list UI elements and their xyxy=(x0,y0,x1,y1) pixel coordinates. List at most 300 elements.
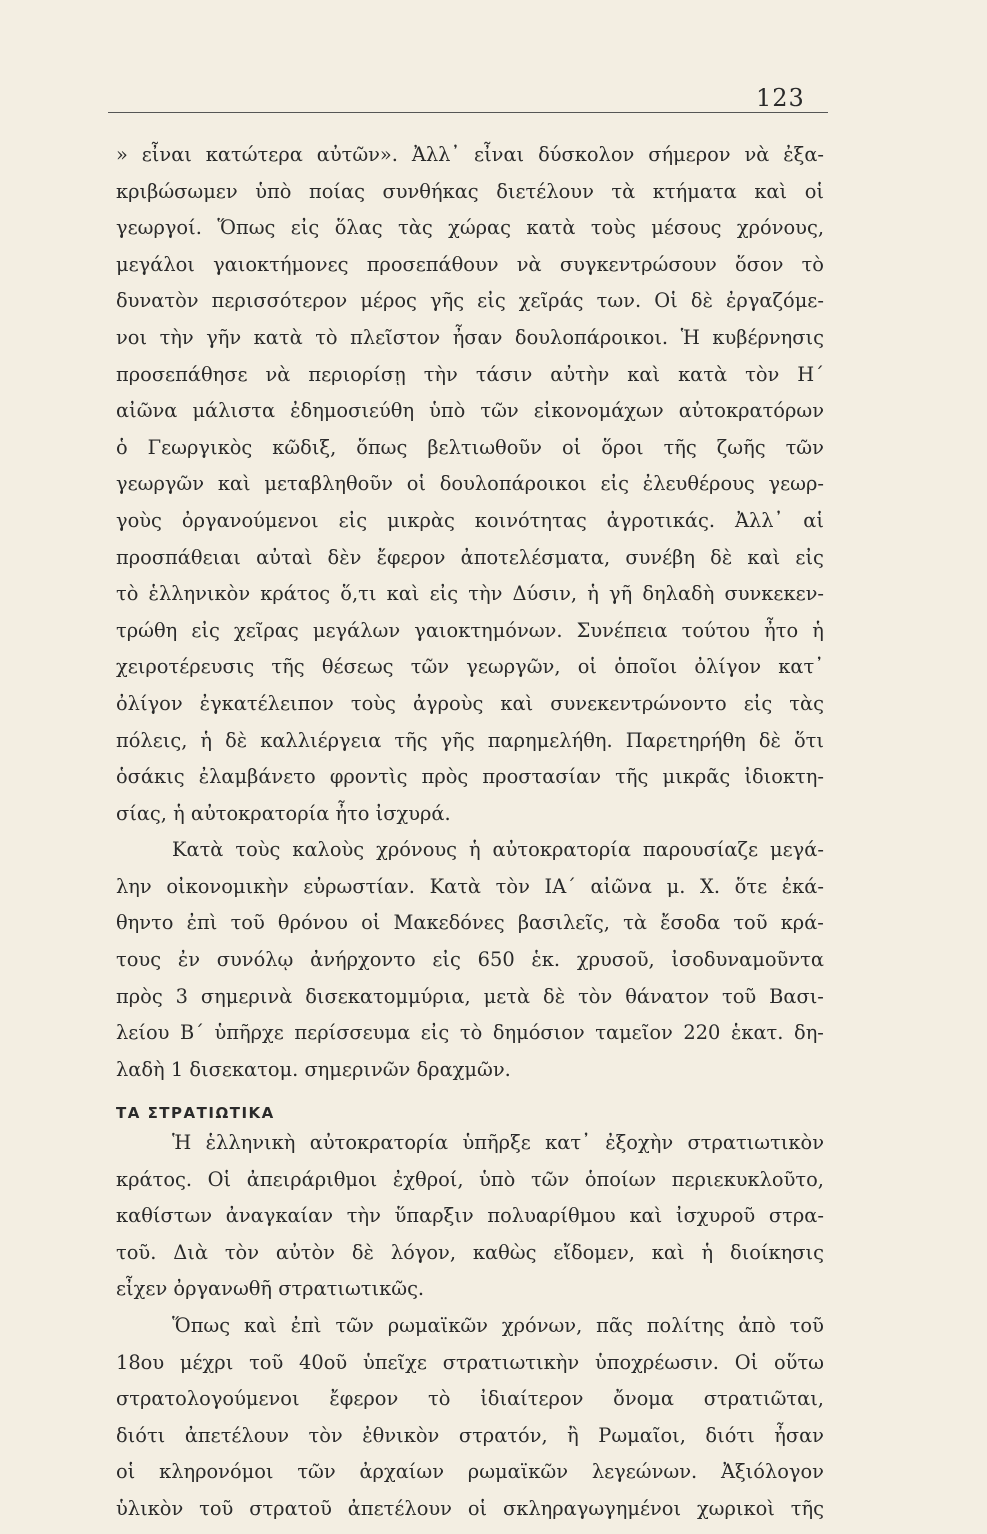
word: Ὅπως xyxy=(172,1314,231,1337)
word: τῶν xyxy=(480,399,519,423)
word: τοῦ xyxy=(733,911,768,935)
word: καὶ xyxy=(244,1314,277,1337)
word: προστασίαν xyxy=(482,765,602,789)
word: στρατόν, xyxy=(458,1423,548,1447)
text-line xyxy=(116,655,824,692)
word: ζωῆς xyxy=(716,435,766,459)
word: ΙΑ´ xyxy=(544,874,576,898)
word: τούτου xyxy=(681,618,750,642)
word: τὰς xyxy=(789,691,824,715)
text-line xyxy=(116,509,824,546)
word: τὸν xyxy=(745,362,780,386)
word: Διὰ xyxy=(173,1240,208,1264)
word: δὲ xyxy=(543,984,566,1008)
word: Συνέπεια xyxy=(576,618,668,642)
word: γεωρ- xyxy=(768,472,824,496)
word: τῶν xyxy=(335,1314,374,1337)
word: τὸ xyxy=(459,1021,483,1045)
word: μικρὰς xyxy=(387,508,455,532)
word: πολίτης xyxy=(646,1314,725,1337)
word: καὶ xyxy=(386,582,420,606)
word: 18ου xyxy=(116,1350,165,1374)
word: οἱ xyxy=(577,655,597,679)
word: Η´ xyxy=(797,362,824,386)
word: τὸν xyxy=(495,874,530,898)
word: τῆς xyxy=(790,1496,824,1520)
word: γεωργῶν, xyxy=(466,655,561,679)
word: αὐτοκρατορία xyxy=(492,838,631,862)
word: Ἡ xyxy=(680,325,700,349)
word: σκληραγωγημένοι xyxy=(502,1496,682,1520)
text-line xyxy=(116,289,824,326)
word: τοῦ xyxy=(199,1496,234,1520)
word: ταμεῖον xyxy=(595,1021,673,1045)
page-number: 123 xyxy=(756,84,805,112)
word: γῆν xyxy=(206,325,242,349)
word: ὅπως xyxy=(356,435,408,459)
text-line xyxy=(116,1314,824,1351)
word: διετέλουν xyxy=(496,179,594,203)
word: δημόσιον xyxy=(492,1021,585,1045)
word: κρά- xyxy=(780,911,824,935)
word: γεωργοί. xyxy=(116,216,202,240)
word: ὑπῆρχε xyxy=(214,1021,284,1045)
word: ὅροι xyxy=(601,435,644,459)
word: εἰς xyxy=(191,618,220,642)
word: καὶ xyxy=(754,179,788,203)
paragraph-1 xyxy=(116,143,824,838)
word: μάλιστα xyxy=(192,399,276,423)
word: θρόνου xyxy=(277,911,348,935)
word: διοίκησις xyxy=(730,1240,824,1264)
word: πλεῖστον xyxy=(350,325,441,349)
word: ἡ xyxy=(200,728,213,752)
text-line xyxy=(116,1497,824,1534)
word: καὶ xyxy=(747,545,781,569)
text-line xyxy=(116,582,824,619)
word: προσπάθειαι xyxy=(116,545,241,569)
word: κατὰ xyxy=(526,216,576,240)
word: μέχρι xyxy=(179,1350,234,1374)
text-line xyxy=(116,1351,824,1388)
text-line xyxy=(116,619,824,656)
word: ἀνήρχοντο xyxy=(310,948,416,972)
word: κατὰ xyxy=(678,362,728,386)
word: τὸ xyxy=(116,582,139,606)
word: συγκεντρώσουν xyxy=(559,252,717,276)
word: ὀργανούμενοι xyxy=(181,508,319,532)
word: τὸν xyxy=(308,1423,343,1447)
word: τὴν xyxy=(346,1204,381,1228)
word: μετὰ xyxy=(483,984,531,1008)
word: δύσκολον xyxy=(538,143,635,166)
word: γαιοκτήμονες xyxy=(213,252,349,276)
word: Δύσιν, xyxy=(512,582,578,606)
word: στρατιωτικὸν xyxy=(687,1131,824,1155)
word: φροντὶς xyxy=(329,765,408,789)
word: εὐρωστίαν. xyxy=(303,874,415,898)
word: καὶ xyxy=(500,691,534,715)
word: ἐκά- xyxy=(781,874,824,898)
word: συνεκεντρώνοντο xyxy=(550,691,727,715)
word: εἰς xyxy=(600,472,630,496)
text-line xyxy=(116,216,824,253)
word: ὑπὸ xyxy=(429,399,466,423)
word: τὸν xyxy=(224,1240,260,1264)
text-line xyxy=(116,472,824,509)
word: κράτος xyxy=(260,582,331,606)
word: ἐξα- xyxy=(783,143,824,166)
word: Βασι- xyxy=(769,984,824,1008)
word: περιεκυκλοῦτο, xyxy=(671,1167,824,1191)
word: χρόνους, xyxy=(736,216,824,240)
word: στρατιῶται, xyxy=(703,1387,824,1411)
word: τοῦ xyxy=(230,911,265,935)
word: στρατιωτικὴν xyxy=(442,1350,580,1374)
word: ἀπειράριθμοι xyxy=(246,1167,378,1191)
word: συνέβη xyxy=(625,545,696,569)
word: οἱ xyxy=(467,1496,488,1520)
word: ἐδημοσιεύθη xyxy=(290,399,415,423)
word: χρυσοῦ, xyxy=(576,948,655,972)
word: τῶν xyxy=(785,435,824,459)
word: τάσιν xyxy=(475,362,533,386)
word: νὰ xyxy=(744,143,770,166)
word: ἀρχαίων xyxy=(359,1460,444,1484)
word: ὁσάκις xyxy=(116,765,185,789)
text-line xyxy=(116,1241,824,1278)
word: περιορίσῃ xyxy=(308,362,406,386)
word: λεγεώνων. xyxy=(591,1460,698,1484)
word: καὶ xyxy=(627,362,661,386)
word: Οἱ xyxy=(207,1167,232,1191)
word: ἑλληνικὸν xyxy=(148,582,251,606)
word: εἰς xyxy=(290,216,320,240)
word: μ. xyxy=(666,874,686,898)
word: καὶ xyxy=(651,1240,685,1264)
word: συνθήκας xyxy=(382,179,479,203)
word: των. xyxy=(596,289,642,313)
word: παρημελήθη. xyxy=(487,728,613,752)
text-line xyxy=(116,180,824,217)
word: ἐξοχὴν xyxy=(605,1131,674,1155)
word: ποίας xyxy=(308,179,365,203)
word: αὐτῶν». xyxy=(316,143,398,166)
text-line xyxy=(116,692,824,729)
word: εἰς xyxy=(432,948,461,972)
word: ἐν xyxy=(177,948,201,972)
word: καὶ xyxy=(217,472,251,496)
word: Β´ xyxy=(179,1021,204,1045)
word: νοι xyxy=(116,325,148,349)
word: ἐγκατέλειπον xyxy=(199,691,334,715)
word: Ρωμαῖοι, xyxy=(598,1423,686,1447)
word: ὑλικὸν xyxy=(116,1496,184,1520)
word: τὰ xyxy=(611,179,636,203)
text-line xyxy=(116,875,824,912)
word: τοῦ xyxy=(721,984,757,1008)
word: σήμερον xyxy=(648,143,731,166)
word: θέσεως xyxy=(321,655,394,679)
text-line xyxy=(116,1168,824,1205)
word: αἰῶνα xyxy=(116,399,178,423)
word: δη- xyxy=(794,1021,824,1045)
word: πρὸς xyxy=(116,984,163,1008)
word: τῶν xyxy=(530,1167,570,1191)
text-line xyxy=(116,1460,824,1497)
word: εἰς xyxy=(429,582,459,606)
word: ἦσαν xyxy=(774,1423,824,1447)
text-line: λαδὴ 1 δισεκατομ. σημερινῶν δραχμῶν. xyxy=(116,1057,511,1081)
word: διότι xyxy=(705,1423,755,1447)
word: εἶναι xyxy=(474,143,525,166)
word: γῆς xyxy=(430,289,465,313)
word: τῆς xyxy=(615,765,649,789)
word: χεῖράς xyxy=(518,289,584,313)
word: Παρετηρήθη xyxy=(625,728,746,752)
word: βασιλεῖς, xyxy=(517,911,610,935)
word: τους xyxy=(116,948,162,972)
word: ἦσαν xyxy=(452,325,503,349)
word: κατ᾽ xyxy=(778,655,824,679)
word: αὐτὸν xyxy=(275,1240,335,1264)
text-line xyxy=(116,765,824,802)
word: ἐργαζόμε- xyxy=(726,289,824,313)
word: τὴν xyxy=(423,362,458,386)
word: χειροτέρευσις xyxy=(116,655,255,679)
word: συνόλῳ xyxy=(216,948,294,972)
word: ὑπὸ xyxy=(255,179,292,203)
word: εἰς xyxy=(338,508,368,532)
word: ὁ xyxy=(116,435,128,459)
word: εἰς xyxy=(420,1021,450,1045)
word: δυνατὸν xyxy=(116,289,199,313)
word: Χ. xyxy=(700,874,721,898)
word: Ὅπως xyxy=(217,216,276,240)
word: εἰς xyxy=(477,289,506,313)
word: ἰσοδυναμοῦντα xyxy=(671,948,824,972)
text-line xyxy=(116,326,824,363)
word: λόγον, xyxy=(390,1240,456,1264)
word: δὲ xyxy=(690,289,713,313)
word: ἐχθροί, xyxy=(392,1167,464,1191)
word: 650 xyxy=(477,948,515,972)
word: ἑλληνικὴ xyxy=(205,1131,296,1155)
word: ἑκατ. xyxy=(730,1021,784,1045)
word: χρόνους xyxy=(376,838,458,862)
text-line xyxy=(116,948,824,985)
word: ὁποῖοι xyxy=(614,655,678,679)
word: τὸν xyxy=(578,984,613,1008)
word: εἴδομεν, xyxy=(553,1240,635,1264)
word: μεγάλοι xyxy=(116,252,195,276)
word: τὸ xyxy=(428,1387,451,1411)
text-line xyxy=(116,911,824,948)
word: Οἱ xyxy=(654,289,678,313)
word: οἱ xyxy=(804,179,824,203)
word: κληρονόμοι xyxy=(159,1460,274,1484)
word: περισσότερον xyxy=(211,289,348,313)
text-line xyxy=(116,436,824,473)
word: τὸ xyxy=(801,252,824,276)
word: οἱ xyxy=(116,1460,136,1484)
word: κῶδιξ, xyxy=(272,435,337,459)
paragraph-4 xyxy=(116,1314,824,1534)
word: ὕπαρξιν xyxy=(394,1204,474,1228)
word: Ἀλλ᾽ xyxy=(734,508,784,532)
word: προσεπάθησε xyxy=(116,362,248,386)
text-line xyxy=(116,729,824,766)
word: ὑπὸ xyxy=(479,1167,516,1191)
word: Ἡ xyxy=(172,1131,192,1155)
word: γοὺς xyxy=(116,508,162,532)
word: ὅτι xyxy=(793,728,824,752)
word: ρωμαϊκῶν xyxy=(387,1314,488,1337)
word: καλοὺς xyxy=(292,838,365,862)
word: ἔφερον xyxy=(329,1387,399,1411)
word: τοῦ xyxy=(789,1314,824,1337)
word: τοῦ. xyxy=(116,1240,157,1264)
word: ὅ,τι xyxy=(340,582,377,606)
word: κτήματα xyxy=(652,179,737,203)
word: χρόνων, xyxy=(501,1314,583,1337)
word: οἱ xyxy=(361,911,381,935)
word: Οἱ xyxy=(734,1350,759,1374)
header-rule xyxy=(108,112,828,113)
word: οἱ xyxy=(406,472,426,496)
word: ἀπὸ xyxy=(738,1314,776,1337)
text-line xyxy=(116,546,824,583)
word: εἰς xyxy=(743,691,773,715)
word: κυβέρνησις xyxy=(712,325,824,349)
word: καθὼς xyxy=(472,1240,537,1264)
word: στρατοῦ xyxy=(249,1496,332,1520)
word: τὸ xyxy=(315,325,338,349)
text-line xyxy=(116,1021,824,1058)
word: ἑκ. xyxy=(531,948,561,972)
word: θάνατον xyxy=(625,984,710,1008)
word: ὁποίων xyxy=(584,1167,657,1191)
word: ἀπετέλουν xyxy=(184,1423,290,1447)
text-line: σίας, ἡ αὐτοκρατορία ἦτο ἰσχυρά. xyxy=(116,801,451,825)
word: » xyxy=(116,143,128,166)
word: ἐπὶ xyxy=(290,1314,322,1337)
word: μέσους xyxy=(651,216,722,240)
word: εἰς xyxy=(795,545,824,569)
word: ἡ xyxy=(468,838,481,862)
word: πολυαρίθμου xyxy=(487,1204,616,1228)
text-line xyxy=(116,399,824,436)
word: στρατολογούμενοι xyxy=(116,1387,300,1411)
word: καὶ xyxy=(629,1204,663,1228)
word: χωρικοὶ xyxy=(696,1496,775,1520)
word: ὑποχρέωσιν. xyxy=(594,1350,719,1374)
word: ὅλας xyxy=(334,216,383,240)
word: ἐλευθέρους xyxy=(642,472,755,496)
word: παρουσίαζε xyxy=(642,838,759,862)
word: ἐθνικὸν xyxy=(362,1423,440,1447)
word: κατώτερα xyxy=(205,143,303,166)
word: γαιοκτημόνων. xyxy=(414,618,563,642)
word: ὅτε xyxy=(734,874,768,898)
word: τὰς xyxy=(398,216,433,240)
word: ἔσοδα xyxy=(660,911,721,935)
text-line xyxy=(116,363,824,400)
word: πᾶς xyxy=(596,1314,633,1337)
word: δὲ xyxy=(351,1240,374,1264)
word: ἦτο xyxy=(764,618,799,642)
word: καθίστων xyxy=(116,1204,213,1228)
word: ἀπετέλουν xyxy=(347,1496,452,1520)
word: Κατὰ xyxy=(429,874,482,898)
text-line xyxy=(116,1387,824,1424)
word: μεγάλων xyxy=(312,618,401,642)
word: πόλεις, xyxy=(116,728,188,752)
word: μεγά- xyxy=(770,838,824,862)
text-line xyxy=(116,253,824,290)
word: εἰκονομάχων xyxy=(533,399,664,423)
word: λην xyxy=(116,874,152,898)
word: μικρᾶς xyxy=(662,765,731,789)
word: δὲ xyxy=(225,728,248,752)
text-line xyxy=(116,838,824,875)
word: ἡ xyxy=(812,618,824,642)
word: Κατὰ xyxy=(172,838,224,862)
text-line: εἶχεν ὀργανωθῆ στρατιωτικῶς. xyxy=(116,1277,425,1301)
word: δουλοπάροικοι xyxy=(439,472,587,496)
paragraph-3 xyxy=(116,1131,824,1314)
text-line xyxy=(116,985,824,1022)
word: χώρας xyxy=(448,216,511,240)
word: δὲν xyxy=(327,545,362,569)
word: τῆς xyxy=(394,728,428,752)
word: ρωμαϊκῶν xyxy=(467,1460,569,1484)
word: τὰ xyxy=(623,911,647,935)
word: ἢ xyxy=(567,1423,579,1447)
word: λείου xyxy=(116,1021,170,1045)
word: ἀγροτικάς. xyxy=(606,508,715,532)
word: δουλοπάροικοι. xyxy=(514,325,669,349)
word: δισεκατομμύρια, xyxy=(305,984,471,1008)
word: ἔφερον xyxy=(376,545,446,569)
word: χεῖρας xyxy=(234,618,299,642)
word: γῆ xyxy=(609,582,633,606)
word: τῶν xyxy=(297,1460,336,1484)
word: ἀγροὺς xyxy=(412,691,484,715)
word: κατὰ xyxy=(253,325,303,349)
word: αἱ xyxy=(803,508,824,532)
word: κατ᾽ xyxy=(545,1131,591,1155)
text-line xyxy=(116,143,824,180)
word: ὄνομα xyxy=(613,1387,675,1411)
word: τῶν xyxy=(410,655,450,679)
word: ἡ xyxy=(587,582,599,606)
word: ἀναγκαίαν xyxy=(225,1204,334,1228)
word: στρα- xyxy=(768,1204,824,1228)
word: ἰδιαίτερον xyxy=(480,1387,584,1411)
word: καλλιέργεια xyxy=(260,728,382,752)
word: θηντο xyxy=(116,911,174,935)
word: αὐτοκρατόρων xyxy=(678,399,824,423)
word: τοὺς xyxy=(590,216,636,240)
word: ὀλίγον xyxy=(116,691,183,715)
section-heading: ΤΑ ΣΤΡΑΤΙΩΤΙΚΑ xyxy=(116,1103,275,1122)
text-line xyxy=(116,1204,824,1241)
word: ἀποτελέσματα, xyxy=(460,545,611,569)
word: προσεπάθουν xyxy=(366,252,499,276)
word: νὰ xyxy=(516,252,542,276)
word: ὑπεῖχε xyxy=(362,1350,427,1374)
